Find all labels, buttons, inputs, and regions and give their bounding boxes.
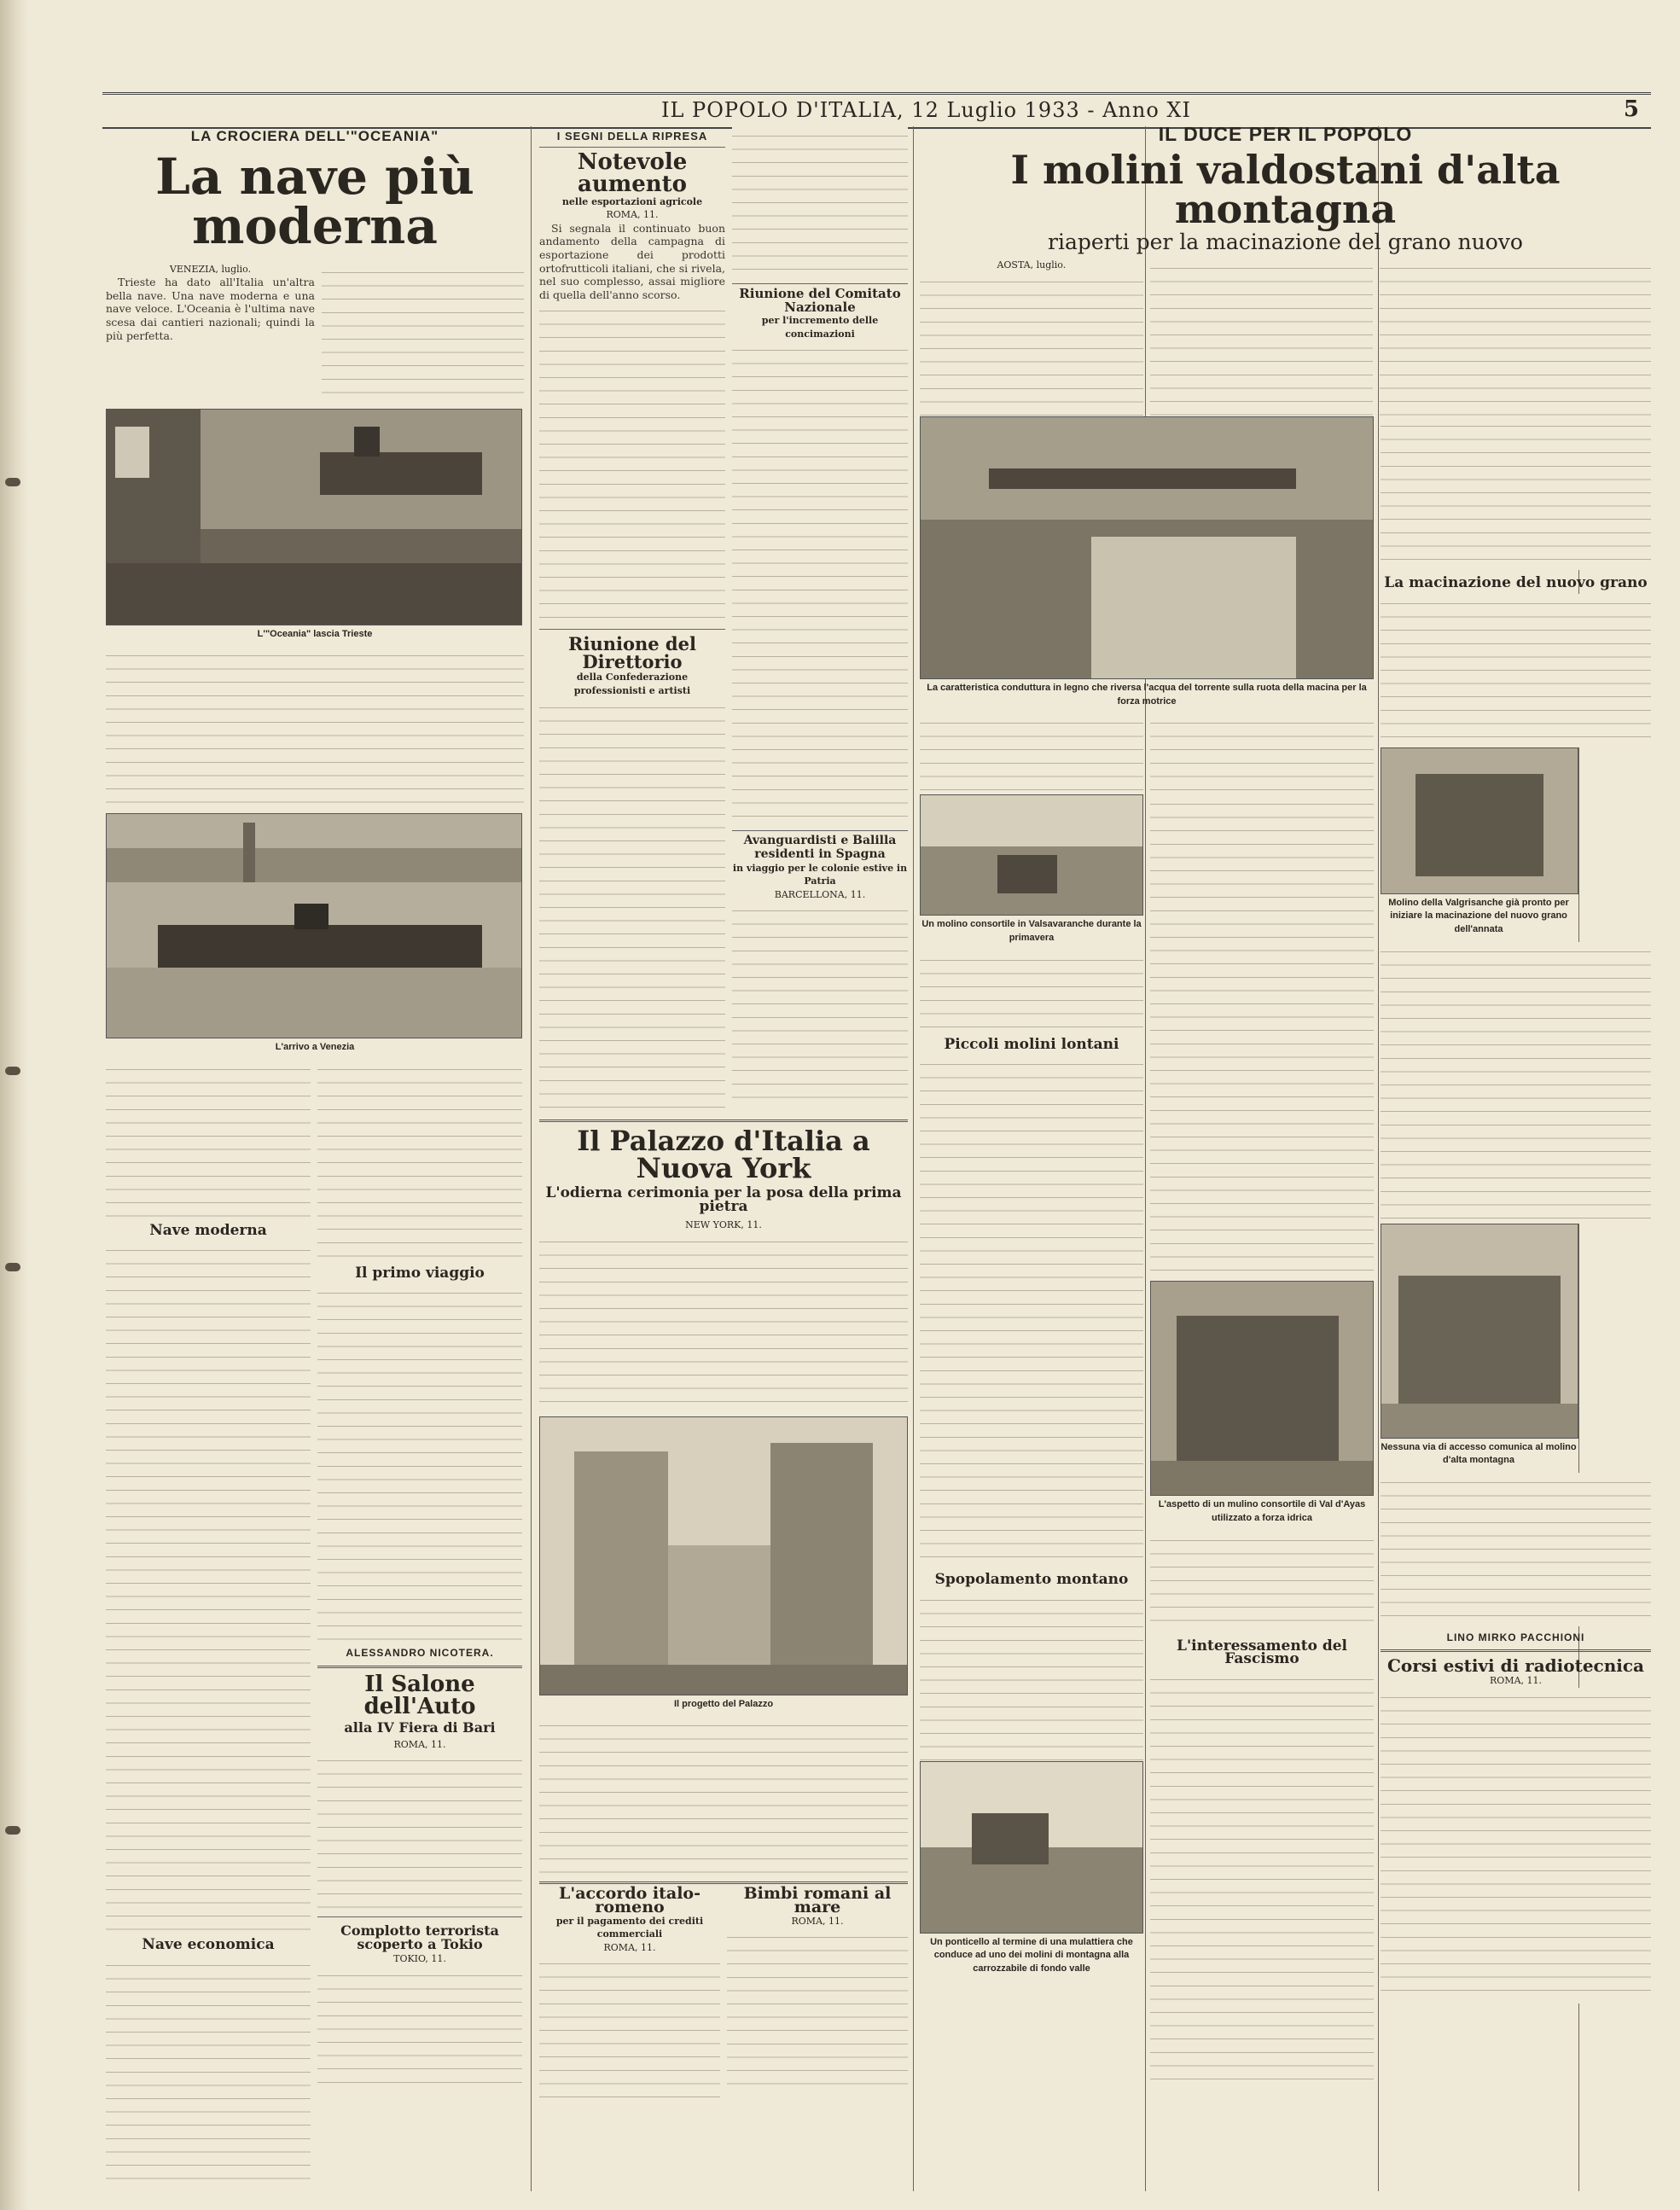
text-block [1381,1473,1651,1626]
segni-kicker: I SEGNI DELLA RIPRESA [556,130,708,142]
divider [317,1666,522,1668]
binding-hole [5,478,20,486]
complotto-title: Complotto terrorista scoperto a Tokio [340,1922,499,1952]
photo-ponticello-image [921,1762,1142,1933]
text-block [317,1966,522,2085]
duce-photo2-caption: Un molino consortile in Valsavaranche durante la primavera [921,919,1142,943]
text-block [1150,794,1374,1281]
text-block [1381,942,1651,1224]
duce-photo1-caption: La caratteristica conduttura in legno che riversa l'acqua del torrente sulla ruota della macina per la forza motrice [927,683,1367,707]
text-block [732,340,908,827]
text-block [1150,1531,1374,1633]
text-block [106,1956,311,2191]
binding-hole [5,1263,20,1271]
palazzo-dateline: NEW YORK, 11. [685,1219,762,1231]
photo-progetto-palazzo-image [540,1417,907,1695]
segni-lead: Si segnala il continuato buon andamento della campagna di esportazione dei prodotti ortofrutticoli italiani, che si rivela, nel suo complesso, assai migliore di quella dell'anno scorso. [539,221,725,301]
divider [539,1120,908,1122]
article-palazzo [539,1116,908,2191]
duce-sub-fascismo: L'interessamento del Fascismo [1176,1637,1347,1668]
text-block [1380,259,1651,416]
duce-signature: LINO MIRKO PACCHIONI [1446,1631,1585,1643]
column-rule [531,126,532,2191]
column-rule [913,126,914,2191]
photo-valgrisanche-image [1381,748,1578,893]
photo-progetto-palazzo [539,1416,908,1695]
text-block [1150,259,1374,416]
text-block [317,1283,522,1642]
divider [539,147,725,148]
crociera-sub-nave-economica: Nave economica [142,1936,275,1954]
salone-title: Il Salone dell'Auto [363,1671,476,1719]
paper-title: IL POPOLO D'ITALIA, 12 Luglio 1933 - Anno XI [661,98,1191,122]
text-block [732,126,908,280]
text-block [1150,1670,1374,2079]
photo-oceania-trieste-image [107,410,521,625]
divider [732,830,908,831]
text-block [106,1060,311,1218]
text-block [920,1055,1143,1567]
photo-conduttura-image [921,417,1373,678]
article-crociera [106,126,524,2191]
text-block [106,646,524,808]
palazzo-photo-caption: Il progetto del Palazzo [673,1698,774,1709]
divider [1381,1649,1651,1652]
binding-edge [0,0,29,2210]
photo-molino-accesso-image [1381,1224,1578,1438]
photo-conduttura [920,416,1374,679]
riunione-title: Riunione del Direttorio [568,633,696,673]
divider [539,629,725,630]
duce-sub-spopolamento: Spopolamento montano [934,1571,1129,1589]
duce-subtitle: riaperti per la macinazione del grano nuovo [1048,229,1523,254]
salone-subtitle: alla IV Fiera di Bari [344,1719,496,1736]
accordo-subtitle: per il pagamento dei crediti commerciali [555,1915,704,1940]
text-block [317,1060,522,1260]
palazzo-title: Il Palazzo d'Italia a Nuova York [577,1125,870,1184]
text-block [727,1928,908,2085]
duce-kicker: IL DUCE PER IL POPOLO [1158,126,1413,145]
text-block [539,698,725,1116]
photo-molino-accesso [1381,1224,1578,1439]
duce-sub-macinazione: La macinazione del nuovo grano [1384,574,1648,592]
photo-ponticello [920,1761,1143,1934]
duce-sub-piccoli-molini: Piccoli molini lontani [944,1035,1119,1053]
text-block [539,1232,908,1411]
masthead [102,92,1651,129]
text-block [920,951,1143,1032]
article-duce [920,126,1651,2191]
crociera-dateline: VENEZIA, luglio. [169,263,252,275]
photo-valsavaranche-image [921,795,1142,915]
accordo-dateline: ROMA, 11. [603,1941,656,1953]
photo-arrivo-venezia [106,813,522,1038]
comitato-subtitle: per l'incremento delle concimazioni [761,315,879,340]
palazzo-subtitle: L'odierna cerimonia per la posa della prima pietra [545,1184,902,1215]
segni-title: Notevole aumento [577,148,688,197]
photo-val-dayas-image [1151,1282,1373,1495]
corsi-title: Corsi estivi di radiotecnica [1387,1655,1644,1677]
photo-valgrisanche [1381,747,1578,894]
salone-dateline: ROMA, 11. [393,1738,446,1750]
divider [732,283,908,284]
comitato-title: Riunione del Comitato Nazionale [739,286,901,315]
crociera-sub-nave-moderna: Nave moderna [149,1221,267,1239]
crociera-photo1-caption: L'"Oceania" lascia Trieste [257,628,373,639]
photo-valsavaranche [920,794,1143,916]
text-block [920,1591,1143,1761]
article-comitato [732,126,908,1116]
crociera-kicker: LA CROCIERA DELL'"OCEANIA" [190,128,439,144]
duce-dateline: AOSTA, luglio. [997,259,1067,271]
crociera-sub-primo-viaggio: Il primo viaggio [355,1264,485,1282]
avanguardisti-subtitle: in viaggio per le colonie estive in Patria [732,862,908,887]
text-block [317,1751,522,1913]
duce-photo3-caption: Molino della Valgrisanche già pronto per iniziare la macinazione del nuovo grano dell'annata [1388,897,1569,934]
text-block [322,263,524,404]
photo-val-dayas [1150,1281,1374,1496]
photo-oceania-trieste [106,409,522,625]
duce-photo5-caption: Nessuna via di accesso comunica al molino d'alta montagna [1381,1441,1577,1466]
text-block [920,713,1143,794]
crociera-photo2-caption: L'arrivo a Venezia [275,1042,355,1053]
riunione-subtitle: della Confederazione professionisti e artisti [573,672,691,696]
crociera-signature: ALESSANDRO NICOTERA. [346,1647,494,1660]
text-block [1150,713,1374,794]
duce-photo6-caption: Un ponticello al termine di una mulattiera che conduce ad uno dei molini di montagna alla carrozzabile di fondo valle [930,1936,1133,1974]
text-block [106,1241,311,1932]
crociera-title: La nave più moderna [155,147,474,255]
text-block [1381,416,1651,570]
text-block [1381,594,1651,747]
duce-title: I molini valdostani d'alta montagna [1010,146,1561,232]
complotto-dateline: TOKIO, 11. [393,1953,446,1965]
photo-arrivo-venezia-image [107,814,521,1038]
avanguardisti-dateline: BARCELLONA, 11. [774,888,866,900]
segni-subtitle: nelle esportazioni agricole [561,195,703,207]
text-block [1381,1688,1651,2004]
duce-photo4-caption: L'aspetto di un mulino consortile di Val d'Ayas utilizzato a forza idrica [1158,1499,1366,1523]
avanguardisti-title: Avanguardisti e Balilla residenti in Spagna [743,834,897,861]
accordo-title: L'accordo italo-romeno [559,1884,700,1916]
newspaper-page [94,92,1651,2191]
bimbi-dateline: ROMA, 11. [791,1915,844,1927]
article-segni [539,126,725,1116]
bimbi-title: Bimbi romani al mare [743,1884,892,1916]
corsi-dateline: ROMA, 11. [1490,1675,1542,1687]
page-number: 5 [1623,96,1639,122]
divider [317,1916,522,1917]
binding-hole [5,1067,20,1075]
segni-dateline: ROMA, 11. [606,209,659,221]
text-block [732,901,908,1106]
text-block [539,1954,720,2099]
text-block [539,1716,908,1878]
text-block [539,301,725,625]
text-block [920,272,1143,416]
crociera-lead: Trieste ha dato all'Italia un'altra bella nave. Una nave moderna e una nave veloce. L'Oceania è l'ultima nave scesa dai cantieri nazionali; quindi la più perfetta. [106,276,315,342]
binding-hole [5,1826,20,1835]
